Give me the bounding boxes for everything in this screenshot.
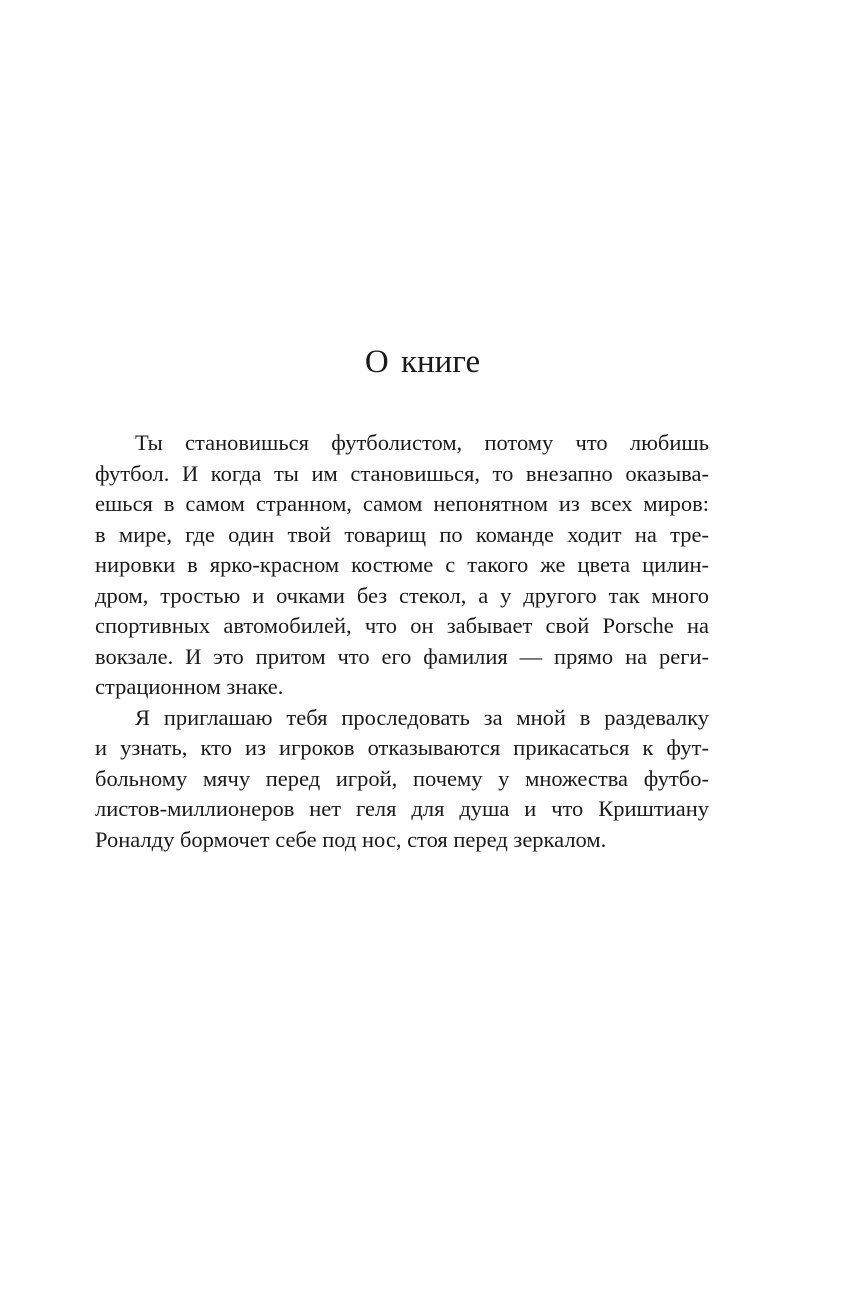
text-line: Я приглашаю тебя проследовать за мной в раздевалку xyxy=(135,704,709,730)
text-line: листов-миллионеров нет геля для душа и что Криштиану xyxy=(95,796,709,821)
text-line: дром, тростью и очками без стекол, а у другого так много xyxy=(95,582,709,608)
text-line: в мире, где один твой товарищ по команде ходит на тре- xyxy=(95,521,709,547)
text-line: футбол. И когда ты им становишься, то внезапно оказыва- xyxy=(95,460,709,486)
page-title: О книге xyxy=(364,344,481,380)
body-text xyxy=(95,428,709,855)
text-line: Ты становишься футболистом, потому что любишь xyxy=(135,430,709,455)
text-line: Роналду бормочет себе под нос, стоя перед зеркалом. xyxy=(95,826,607,852)
text-line: ешься в самом странном, самом непонятном из всех миров: xyxy=(95,491,709,516)
paragraph-2 xyxy=(95,703,709,856)
text-line: страционном знаке. xyxy=(95,674,284,699)
text-line: больному мячу перед игрой, почему у множества футбо- xyxy=(95,765,709,791)
text-line: и узнать, кто из игроков отказываются прикасаться к фут- xyxy=(95,735,709,760)
text-line: вокзале. И это притом что его фамилия — прямо на реги- xyxy=(95,643,709,669)
paragraph-1 xyxy=(95,428,709,703)
text-line: нировки в ярко-красном костюме с такого же цвета цилин- xyxy=(95,552,709,577)
text-line: спортивных автомобилей, что он забывает свой Porsche на xyxy=(95,613,709,638)
